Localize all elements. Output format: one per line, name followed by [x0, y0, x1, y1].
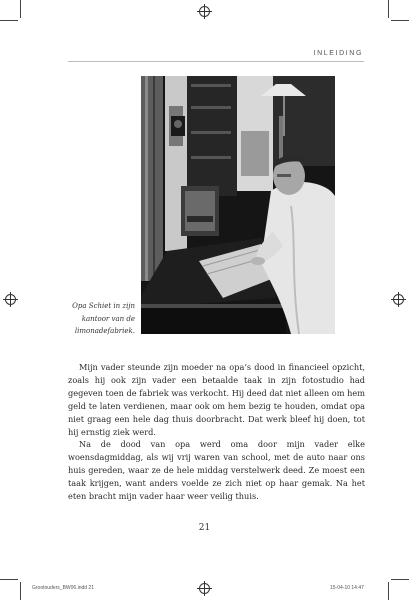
header-rule: [68, 61, 364, 62]
crop-mark: [388, 582, 389, 600]
crop-mark: [0, 20, 18, 21]
slug-timestamp: 15-04-10 14:47: [330, 585, 364, 591]
running-head: INLEIDING: [313, 50, 363, 57]
photo-opa-office: [141, 76, 335, 334]
crop-mark: [0, 579, 18, 580]
paragraph: Na de dood van opa werd oma door mijn vader elke woensdagmiddag, als wij vrij waren van school, met de auto naar ons huis gereden, waar ze de hele middag verstelwerk deed. Ze moest een taak krijgen, want anders voelde ze zich niet op haar gemak. Na het eten bracht mijn vader haar weer veilig thuis.: [68, 439, 365, 502]
page-number: 21: [198, 523, 211, 533]
registration-mark-icon: [5, 294, 16, 305]
registration-mark-icon: [199, 6, 210, 17]
registration-mark-icon: [199, 583, 210, 594]
photo-caption: Opa Schiet in zijn kantoor van de limonadefabriek.: [72, 302, 135, 335]
crop-mark: [20, 582, 21, 600]
body-text: [68, 361, 365, 503]
crop-mark: [391, 20, 409, 21]
crop-mark: [388, 0, 389, 18]
registration-mark-icon: [393, 294, 404, 305]
photo-illustration: [141, 76, 335, 334]
slug-file-info: Grootouders_BW06.indd 21: [32, 585, 94, 591]
crop-mark: [20, 0, 21, 18]
crop-mark: [391, 579, 409, 580]
paragraph: Mijn vader steunde zijn moeder na opa’s dood in financieel opzicht, zoals hij ook zijn vader een betaalde taak in zijn fotostudio had gegeven toen de fabriek was verkocht. Hij deed dat niet alleen om hem geld te laten verdienen, maar ook om hem bezig te houden, omdat opa niet graag een hele dag thuis doorbracht. Dat werk bleef hij doen, tot hij ernstig ziek werd.: [68, 362, 365, 437]
